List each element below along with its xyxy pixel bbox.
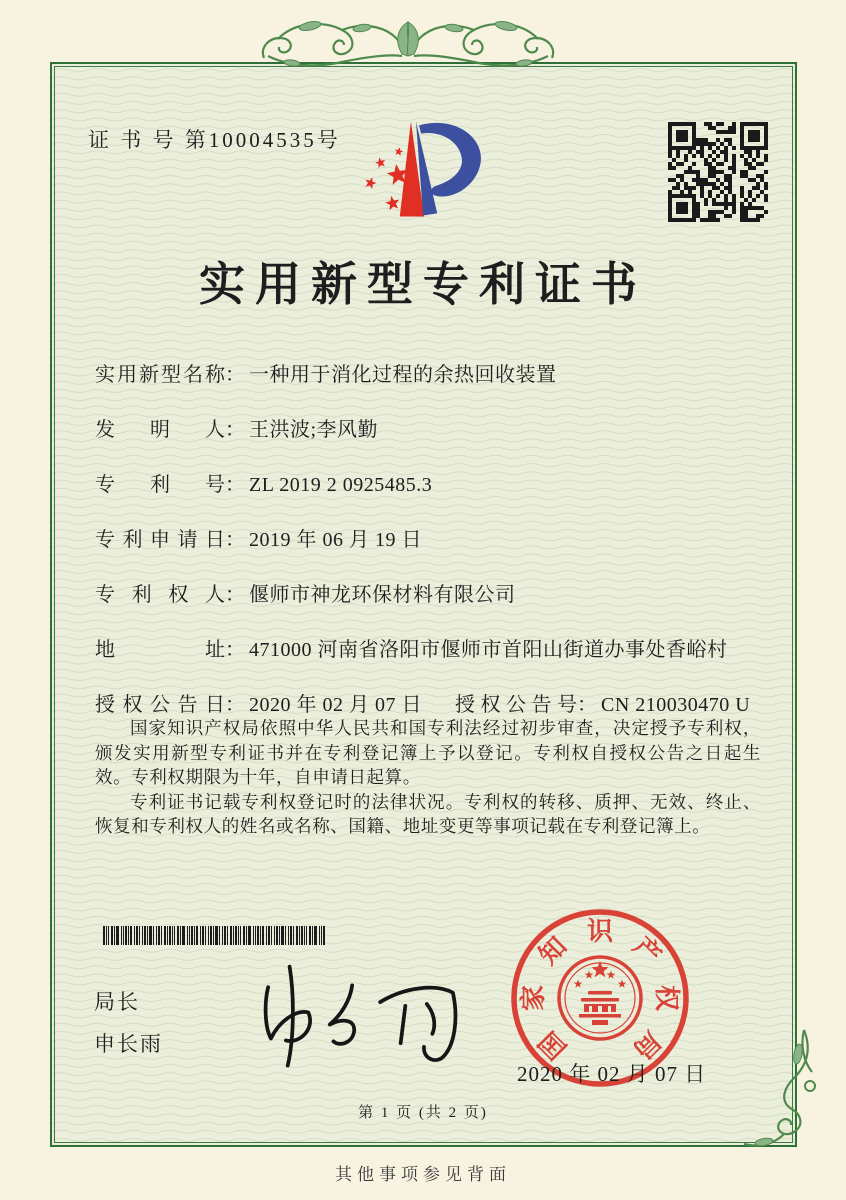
field-label: 专利权人 [95,584,225,606]
field-label: 授权公告日 [95,694,225,716]
back-side-note: 其他事项参见背面 [335,1165,511,1184]
svg-text:国: 国 [533,1025,573,1065]
legal-paragraph: 国家知识产权局依照中华人民共和国专利法经过初步审查，决定授予专利权，颁发实用新型专利证书并在专利登记簿上予以登记。专利权自授权公告之日起生效。专利权期限为十年，自申请日起算。 [95,718,761,788]
svg-text:权: 权 [652,984,681,1012]
svg-text:局: 局 [627,1025,667,1065]
field-label: 地址 [95,639,225,661]
svg-text:知: 知 [533,931,573,971]
field-list [95,364,759,749]
page-number: 第 1 页 (共 2 页) [358,1105,488,1121]
field-value: 2019 年 06 月 19 日 [249,529,422,551]
field-colon: ： [225,364,245,386]
field-value: 2020 年 02 月 07 日 [249,694,422,716]
commissioner-name: 申长雨 [94,1032,163,1056]
svg-text:识: 识 [586,917,614,946]
top-flourish-ornament [258,14,558,90]
field-colon: ： [577,694,597,716]
svg-text:产: 产 [627,931,667,971]
field-label: 专利申请日 [95,529,225,551]
field-colon: ： [225,419,245,441]
field-row-patentee [95,584,759,607]
field-row-inventor [95,419,759,442]
seal-date: 2020 年 02 月 07 日 [517,1062,707,1086]
field-row-invention-name [95,364,759,387]
field-value: CN 210030470 U [601,694,751,716]
grant-number-group [455,694,750,717]
legal-text-block [95,716,761,839]
field-value: 471000 河南省洛阳市偃师市首阳山街道办事处香峪村 [249,639,728,661]
certificate-title: 实用新型专利证书 [199,259,647,310]
field-colon: ： [225,474,245,496]
field-label: 发明人 [95,419,225,441]
field-label: 授权公告号 [455,694,577,716]
field-row-address [95,639,759,662]
field-colon: ： [225,529,245,551]
field-label: 专利号 [95,474,225,496]
field-row-grant [95,694,759,717]
field-row-patent-number [95,474,759,497]
commissioner-signature [238,948,470,1074]
field-label: 实用新型名称 [95,364,225,386]
field-row-filing-date [95,529,759,552]
field-value: 王洪波;李风勤 [249,419,379,441]
field-colon: ： [225,694,245,716]
field-colon: ： [225,639,245,661]
barcode [103,926,328,945]
national-emblem [559,957,641,1039]
commissioner-title: 局长 [94,990,140,1014]
qr-code [668,122,768,222]
corner-flourish-ornament [740,1028,820,1153]
svg-text:家: 家 [519,984,548,1012]
field-value: ZL 2019 2 0925485.3 [249,474,433,496]
field-value: 一种用于消化过程的余热回收装置 [249,364,557,386]
cnipa-patent-logo-icon [332,114,504,238]
seal-ring-text [519,917,681,1064]
certificate-number: 证 书 号 第10004535号 [88,128,341,152]
field-value: 偃师市神龙环保材料有限公司 [249,584,516,606]
legal-paragraph: 专利证书记载专利权登记时的法律状况。专利权的转移、质押、无效、终止、恢复和专利权人的姓名或名称、国籍、地址变更等事项记载在专利登记簿上。 [95,791,761,837]
field-colon: ： [225,584,245,606]
